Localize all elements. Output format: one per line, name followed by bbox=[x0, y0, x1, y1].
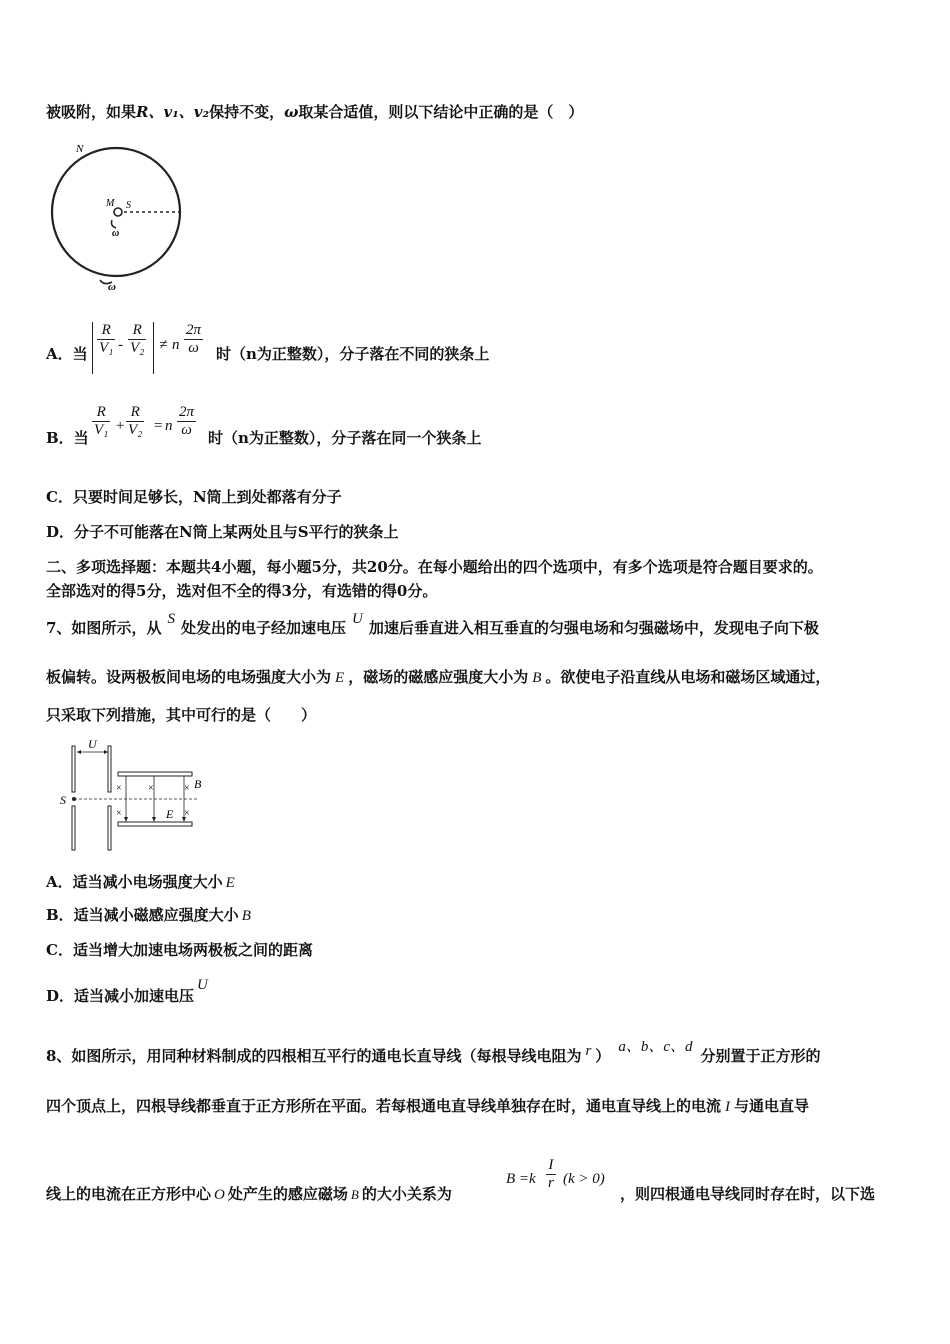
q8-text: 与通电直导 bbox=[734, 1097, 810, 1115]
section2-line2: 全部选对的得5分，选对但不全的得3分，有选错的得0分。 bbox=[46, 582, 438, 600]
q7-text: ，磁场的磁感应强度大小为 bbox=[348, 668, 529, 686]
frac-den: ω bbox=[181, 422, 192, 438]
q7-b-cross: × bbox=[148, 783, 154, 794]
q7-option-sym: B bbox=[241, 908, 251, 924]
q7-text: 7、如图所示，从 bbox=[46, 619, 162, 637]
q6-a-frac-3 bbox=[184, 322, 203, 357]
q7-option-d bbox=[46, 977, 208, 1007]
q7-u-arrowhead-right bbox=[104, 750, 108, 754]
q7-sym-s: S bbox=[167, 611, 175, 627]
q7-option-text: A．适当减小电场强度大小 bbox=[46, 873, 223, 891]
frac-den: V₂ bbox=[128, 422, 143, 438]
q8-formula-cond: (k > 0) bbox=[563, 1171, 605, 1187]
q8-para-3 bbox=[46, 1184, 452, 1205]
q6-intro-vars: R、v₁、v₂ bbox=[136, 103, 210, 121]
q7-b-cross: × bbox=[184, 808, 190, 819]
frac-den: V₁ bbox=[94, 422, 109, 438]
q8-text: 线上的电流在正方形中心 bbox=[46, 1185, 212, 1203]
q8-formula-lhs: B =k bbox=[506, 1171, 536, 1187]
q6-intro-text-c: 取某合适值，则以下结论中正确的是（ ） bbox=[298, 103, 584, 121]
q7-text: 加速后垂直进入相互垂直的匀强电场和匀强磁场中，发现电子向下极 bbox=[368, 619, 819, 637]
q7-sym-e: E bbox=[335, 670, 345, 686]
q7-text: 。欲使电子沿直线从电场和磁场区域通过， bbox=[545, 668, 831, 686]
q7-para-1 bbox=[46, 611, 819, 639]
q7-option-text: D．适当减小加速电压 bbox=[46, 987, 195, 1005]
q7-accel-plate-left-bottom bbox=[72, 806, 75, 850]
plus-sign: + bbox=[115, 418, 126, 434]
q6-cylinder-figure bbox=[48, 140, 193, 300]
q7-text: 处发出的电子经加速电压 bbox=[180, 619, 346, 637]
q8-sym-abcd: a、b、c、d bbox=[618, 1039, 693, 1055]
q6-intro-text-b: 保持不变， bbox=[209, 103, 285, 121]
q8-sym-i: I bbox=[725, 1099, 731, 1115]
q7-deflect-plate-bottom bbox=[118, 822, 192, 826]
q7-e-arrowhead bbox=[152, 817, 156, 822]
frac-num: R bbox=[97, 322, 115, 340]
q6-option-a-tail: 时（n为正整数），分子落在不同的狭条上 bbox=[216, 345, 490, 363]
q8-text: ） bbox=[595, 1047, 611, 1065]
q7-b-cross: × bbox=[184, 783, 190, 794]
q6-inner-cylinder bbox=[114, 208, 122, 216]
frac-den: V₂ bbox=[130, 340, 145, 356]
q6-intro-omega: ω bbox=[284, 103, 299, 121]
q7-accel-plate-right-top bbox=[108, 746, 111, 792]
q6-outer-omega: ω bbox=[108, 281, 116, 293]
abs-bar-left bbox=[92, 322, 93, 374]
q8-text: 8、如图所示，用同种材料制成的四根相互平行的通电长直导线（每根导线电阻为 bbox=[46, 1047, 582, 1065]
q7-deflect-plate-top bbox=[118, 772, 192, 776]
q7-e-arrowhead bbox=[124, 817, 128, 822]
q7-b-cross: × bbox=[116, 783, 122, 794]
n-symbol: n bbox=[172, 337, 180, 353]
q8-para-1 bbox=[46, 1039, 821, 1067]
q7-label-b: B bbox=[194, 777, 202, 791]
q7-sym-u: U bbox=[351, 611, 363, 627]
q6-label-n: N bbox=[76, 143, 84, 155]
q7-u-arrowhead-left bbox=[77, 750, 81, 754]
q6-b-frac-3 bbox=[177, 404, 196, 439]
q6-label-s: S bbox=[126, 200, 131, 211]
q6-intro-text-a: 被吸附，如果 bbox=[46, 103, 137, 121]
q7-label-u: U bbox=[88, 737, 97, 751]
q7-option-text: B．适当减小磁感应强度大小 bbox=[46, 906, 239, 924]
q6-b-frac-1 bbox=[92, 404, 110, 439]
q8-text: 处产生的感应磁场 bbox=[227, 1185, 348, 1203]
q7-sym-b: B bbox=[532, 670, 542, 686]
abs-bar-right bbox=[153, 322, 154, 374]
q7-accel-plate-right-bottom bbox=[108, 806, 111, 850]
q6-b-frac-2 bbox=[126, 404, 144, 439]
q8-formula-frac bbox=[546, 1157, 556, 1192]
frac-num: R bbox=[92, 404, 110, 422]
frac-num: 2π bbox=[179, 404, 195, 420]
q7-field-figure bbox=[60, 736, 210, 854]
q7-text: 板偏转。设两极板间电场的电场强度大小为 bbox=[46, 668, 332, 686]
q7-option-sym: E bbox=[225, 875, 235, 891]
section2-line1: 二、多项选择题：本题共4小题，每小题5分，共20分。在每小题给出的四个选项中，有多个选项是符合题目要求的。 bbox=[46, 558, 823, 576]
frac-num: 2π bbox=[186, 322, 202, 338]
eq-sign: = bbox=[153, 418, 164, 434]
q7-option-b bbox=[46, 905, 251, 926]
q8-text: 分别置于正方形的 bbox=[700, 1047, 821, 1065]
q8-sym-b: B bbox=[350, 1187, 359, 1202]
q6-inner-rotation-arrow bbox=[112, 220, 117, 228]
q7-label-s: S bbox=[60, 793, 66, 807]
q7-label-e: E bbox=[166, 807, 174, 821]
q7-para-3: 只采取下列措施，其中可行的是（ ） bbox=[46, 706, 317, 724]
frac-den: ω bbox=[188, 340, 199, 356]
frac-num: R bbox=[126, 404, 144, 422]
frac-den: V₁ bbox=[99, 340, 114, 356]
frac-num: R bbox=[128, 322, 146, 340]
q6-intro bbox=[46, 102, 583, 122]
minus-sign: - bbox=[118, 337, 123, 353]
q7-option-sym: U bbox=[197, 977, 208, 993]
neq-sign: ≠ bbox=[159, 337, 168, 353]
q8-sym-o: O bbox=[214, 1187, 225, 1203]
q7-option-a bbox=[46, 872, 235, 893]
q6-option-d: D．分子不可能落在N筒上某两处且与S平行的狭条上 bbox=[46, 523, 399, 541]
q8-sym-r: r bbox=[585, 1043, 592, 1059]
frac-den: r bbox=[548, 1175, 554, 1191]
q7-option-c: C．适当增大加速电场两极板之间的距离 bbox=[46, 941, 313, 959]
q7-para-2 bbox=[46, 667, 830, 688]
n-symbol: n bbox=[165, 418, 173, 434]
q6-option-a-letter: A．当 bbox=[46, 345, 88, 363]
q6-a-frac-1 bbox=[97, 322, 115, 357]
q6-option-c: C．只要时间足够长，N筒上到处都落有分子 bbox=[46, 488, 342, 506]
q6-inner-omega: ω bbox=[112, 228, 120, 239]
q8-para-3-tail: ，则四根通电导线同时存在时，以下选 bbox=[620, 1185, 876, 1203]
q6-option-b-tail: 时（n为正整数），分子落在同一个狭条上 bbox=[208, 429, 482, 447]
q7-accel-plate-left-top bbox=[72, 746, 75, 792]
q7-b-cross: × bbox=[116, 808, 122, 819]
q8-text: 四个顶点上，四根导线都垂直于正方形所在平面。若每根通电直导线单独存在时，通电直导线上的电流 bbox=[46, 1097, 722, 1115]
q6-a-frac-2 bbox=[128, 322, 146, 357]
q8-text: 的大小关系为 bbox=[361, 1185, 452, 1203]
q8-para-2 bbox=[46, 1096, 809, 1117]
frac-num: I bbox=[546, 1157, 556, 1175]
q6-label-m: M bbox=[106, 198, 115, 209]
q6-option-b-letter: B．当 bbox=[46, 429, 89, 447]
